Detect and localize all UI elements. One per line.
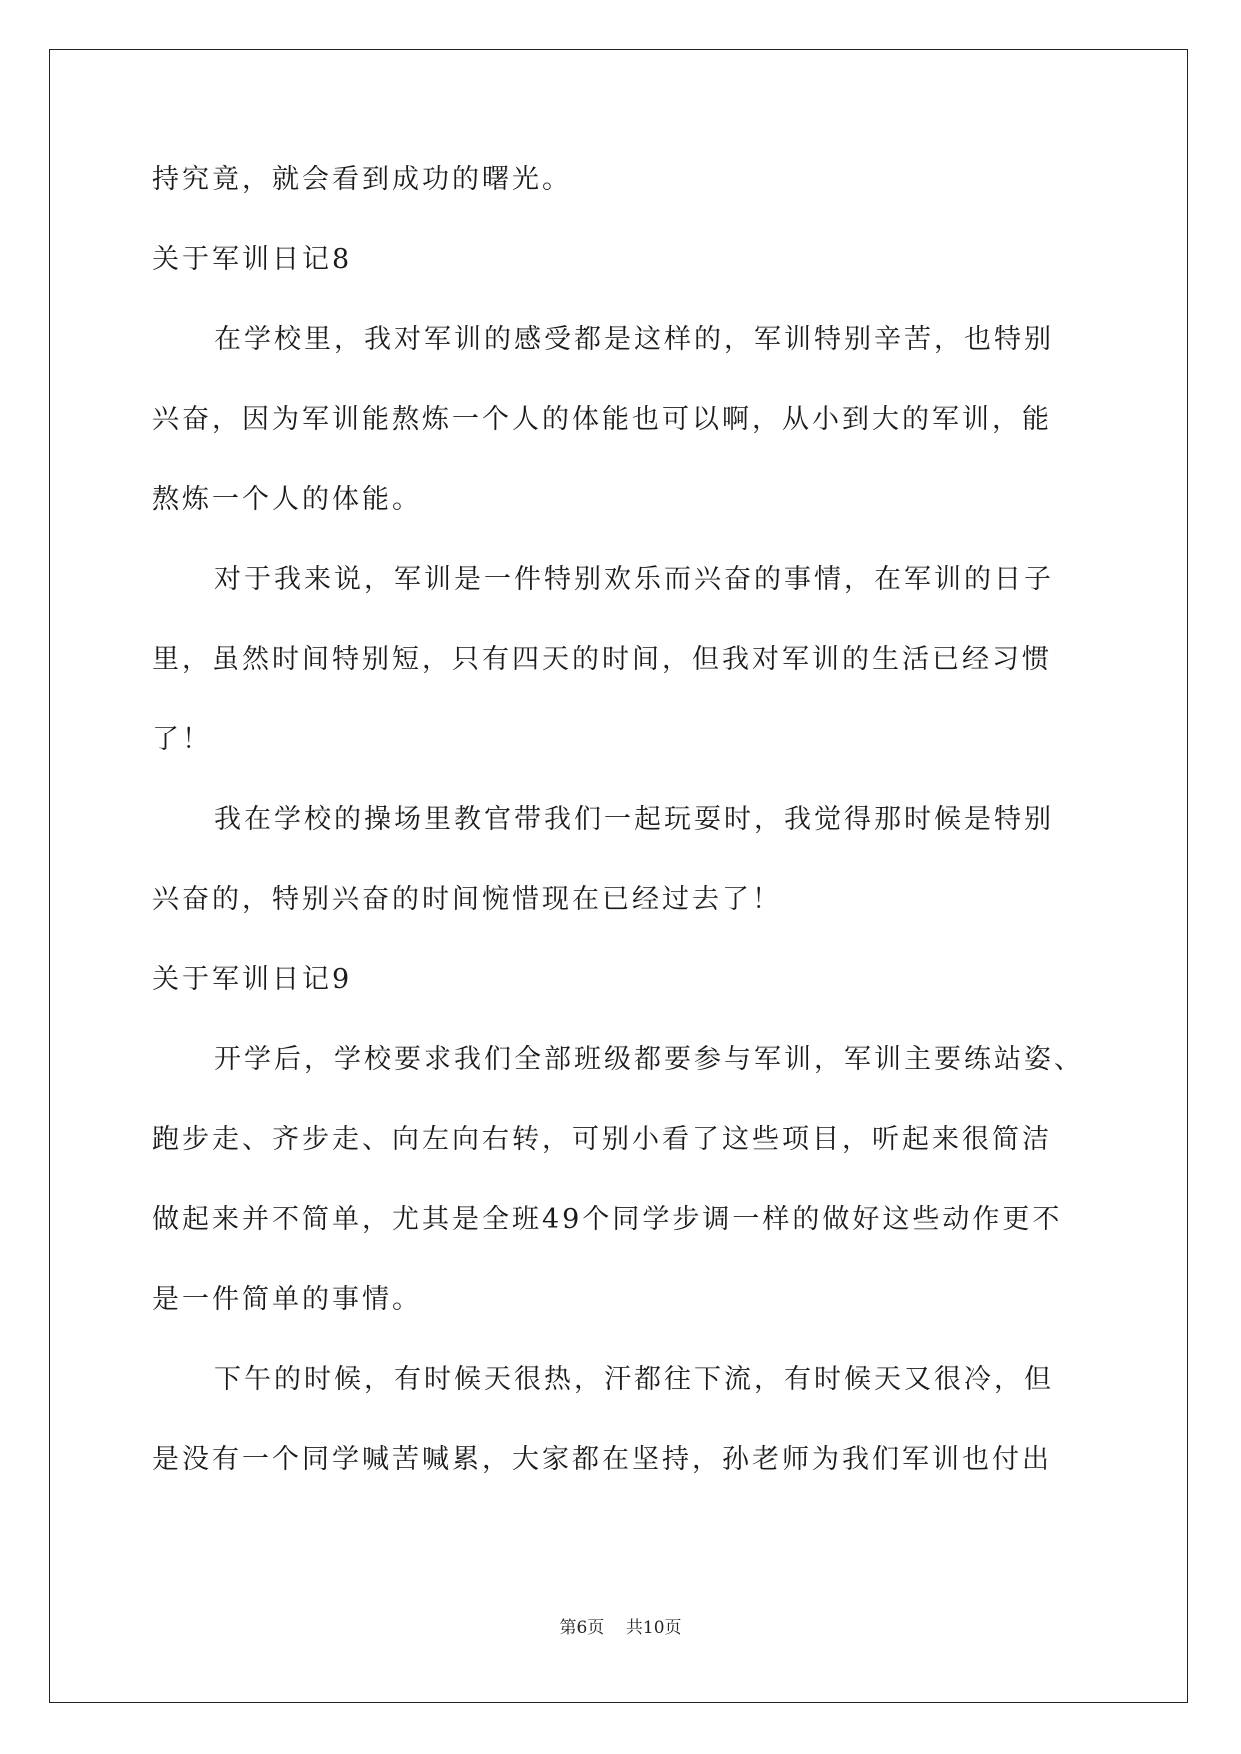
paragraph-line: 下午的时候，有时候天很热，汗都往下流，有时候天又很冷，但 <box>214 1364 1054 1395</box>
paragraph-line: 开学后，学校要求我们全部班级都要参与军训，军训主要练站姿、 <box>214 1044 1084 1075</box>
paragraph-line: 是没有一个同学喊苦喊累，大家都在坚持，孙老师为我们军训也付出 <box>152 1444 1052 1475</box>
section-heading: 关于军训日记9 <box>152 964 353 995</box>
section-heading: 关于军训日记8 <box>152 244 353 275</box>
paragraph-line: 熬炼一个人的体能。 <box>152 484 422 515</box>
text-line: 持究竟，就会看到成功的曙光。 <box>152 164 572 195</box>
paragraph-line: 我在学校的操场里教官带我们一起玩耍时，我觉得那时候是特别 <box>214 804 1054 835</box>
paragraph-line: 兴奋的，特别兴奋的时间惋惜现在已经过去了！ <box>152 884 782 915</box>
paragraph-line: 跑步走、齐步走、向左向右转，可别小看了这些项目，听起来很简洁 <box>152 1124 1052 1155</box>
paragraph-line: 了！ <box>152 724 212 755</box>
page-number: 第6页 共10页 <box>559 1618 682 1638</box>
paragraph-line: 在学校里，我对军训的感受都是这样的，军训特别辛苦，也特别 <box>214 324 1054 355</box>
paragraph-line: 对于我来说，军训是一件特别欢乐而兴奋的事情，在军训的日子 <box>214 564 1054 595</box>
paragraph-line: 是一件简单的事情。 <box>152 1284 422 1315</box>
paragraph-line: 做起来并不简单，尤其是全班49个同学步调一样的做好这些动作更不 <box>152 1204 1063 1235</box>
paragraph-line: 里，虽然时间特别短，只有四天的时间，但我对军训的生活已经习惯 <box>152 644 1052 675</box>
paragraph-line: 兴奋，因为军训能熬炼一个人的体能也可以啊，从小到大的军训，能 <box>152 404 1052 435</box>
